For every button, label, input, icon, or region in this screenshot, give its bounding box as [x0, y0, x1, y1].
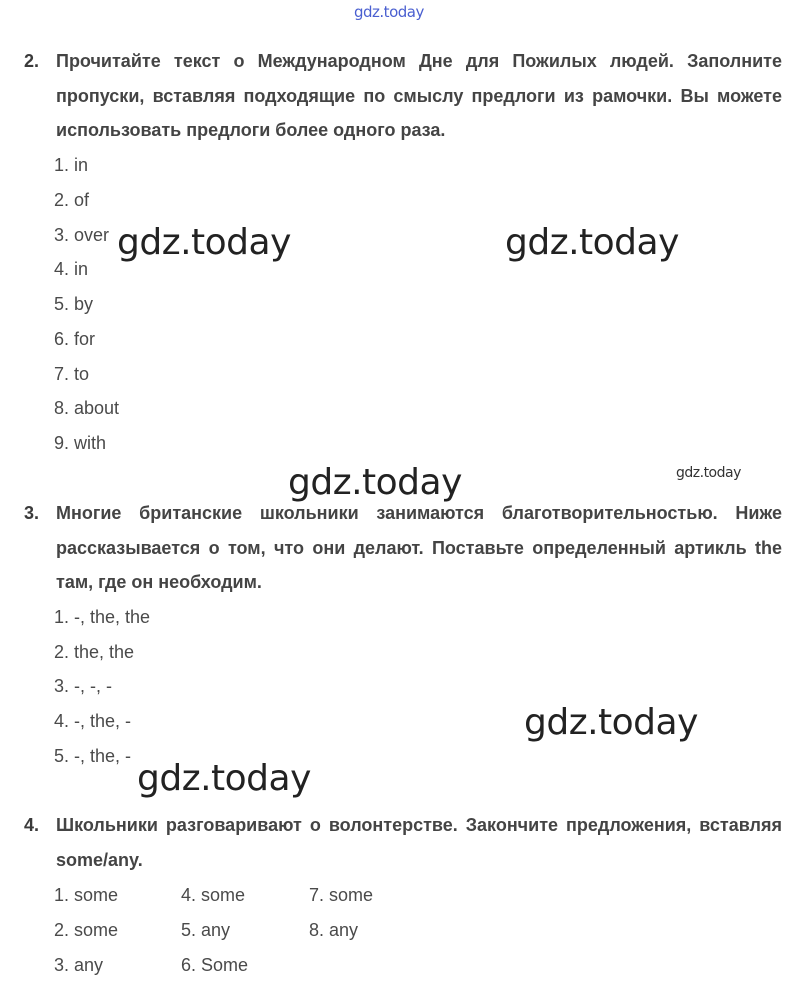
- answer-item: 5. by: [54, 294, 94, 314]
- answer-item: 4. -, the, -: [54, 711, 132, 731]
- watermark-top: gdz.today: [354, 3, 424, 21]
- answer-item: 3. over: [54, 225, 110, 245]
- task-number: 2.: [24, 51, 40, 71]
- answer-item: 2. the, the: [54, 642, 135, 662]
- watermark: gdz.today: [288, 462, 462, 503]
- answer-item: 2. of: [54, 190, 90, 210]
- watermark-small: gdz.today: [676, 465, 741, 481]
- watermark: gdz.today: [524, 702, 698, 743]
- answer-item: 6. Some: [181, 955, 249, 975]
- answer-item: 6. for: [54, 329, 96, 349]
- answer-item: 1. in: [54, 155, 89, 175]
- task-instruction: Прочитайте текст о Международном Дне для Пожилых людей. Заполните пропуски, вставляя подходящие по смыслу предлоги из рамочки. Вы можете использовать предлоги более одного раза.: [56, 51, 782, 140]
- task-number: 3.: [24, 503, 40, 523]
- watermark: gdz.today: [117, 222, 291, 263]
- answer-item: 5. any: [181, 920, 231, 940]
- answer-item: 8. any: [309, 920, 359, 940]
- answer-item: 2. some: [54, 920, 119, 940]
- answer-item: 3. any: [54, 955, 104, 975]
- task-4: [24, 808, 782, 877]
- task-2: [24, 44, 782, 148]
- answer-item: 4. some: [181, 885, 246, 905]
- answer-item: 1. -, the, the: [54, 607, 151, 627]
- task-instruction: Многие британские школьники занимаются благотворительностью. Ниже рассказывается о том, что они делают. Поставьте определенный артикль the там, где он необходим.: [56, 503, 782, 592]
- watermark: gdz.today: [505, 222, 679, 263]
- answer-item: 9. with: [54, 433, 107, 453]
- answer-item: 8. about: [54, 398, 120, 418]
- answer-item: 7. some: [309, 885, 374, 905]
- task-3: [24, 496, 782, 600]
- answer-item: 1. some: [54, 885, 119, 905]
- answer-item: 7. to: [54, 364, 90, 384]
- answer-item: 5. -, the, -: [54, 746, 132, 766]
- task-instruction: Школьники разговаривают о волонтерстве. Закончите предложения, вставляя some/any.: [56, 815, 782, 870]
- task-number: 4.: [24, 815, 40, 835]
- watermark: gdz.today: [137, 758, 311, 799]
- answer-item: 3. -, -, -: [54, 676, 112, 696]
- answer-item: 4. in: [54, 259, 89, 279]
